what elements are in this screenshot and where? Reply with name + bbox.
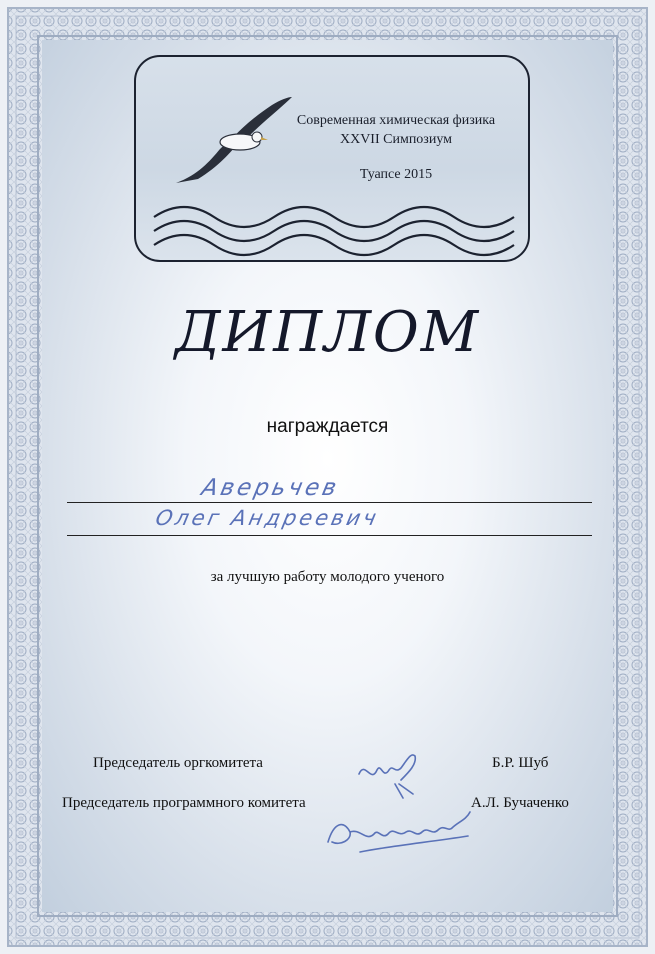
name-line-1 [67, 502, 592, 503]
symposium-number: XXVII Симпозиум [339, 132, 453, 147]
program-committee-chair-name: А.Л. Бучаченко [471, 795, 569, 811]
recipient-given-names: Олег Андреевич [153, 506, 382, 530]
program-committee-chair-role: Председатель программного комитета [62, 795, 306, 811]
symposium-title: Современная химическая физика [296, 113, 496, 128]
awarded-text: награждается [266, 416, 389, 437]
program-chair-signature [320, 802, 480, 872]
org-committee-chair-role: Председатель оргкомитета [93, 755, 263, 771]
albatross-over-waves-icon [136, 57, 528, 260]
name-line-2 [67, 535, 592, 536]
award-reason: за лучшую работу молодого ученого [210, 569, 445, 585]
symposium-emblem [134, 55, 530, 262]
org-chair-signature [355, 740, 435, 800]
org-committee-chair-name: Б.Р. Шуб [492, 755, 549, 771]
diploma-title: ДИПЛОМ [174, 300, 481, 365]
recipient-surname: Аверьчев [199, 475, 342, 501]
symposium-place-year: Туапсе 2015 [359, 167, 433, 182]
